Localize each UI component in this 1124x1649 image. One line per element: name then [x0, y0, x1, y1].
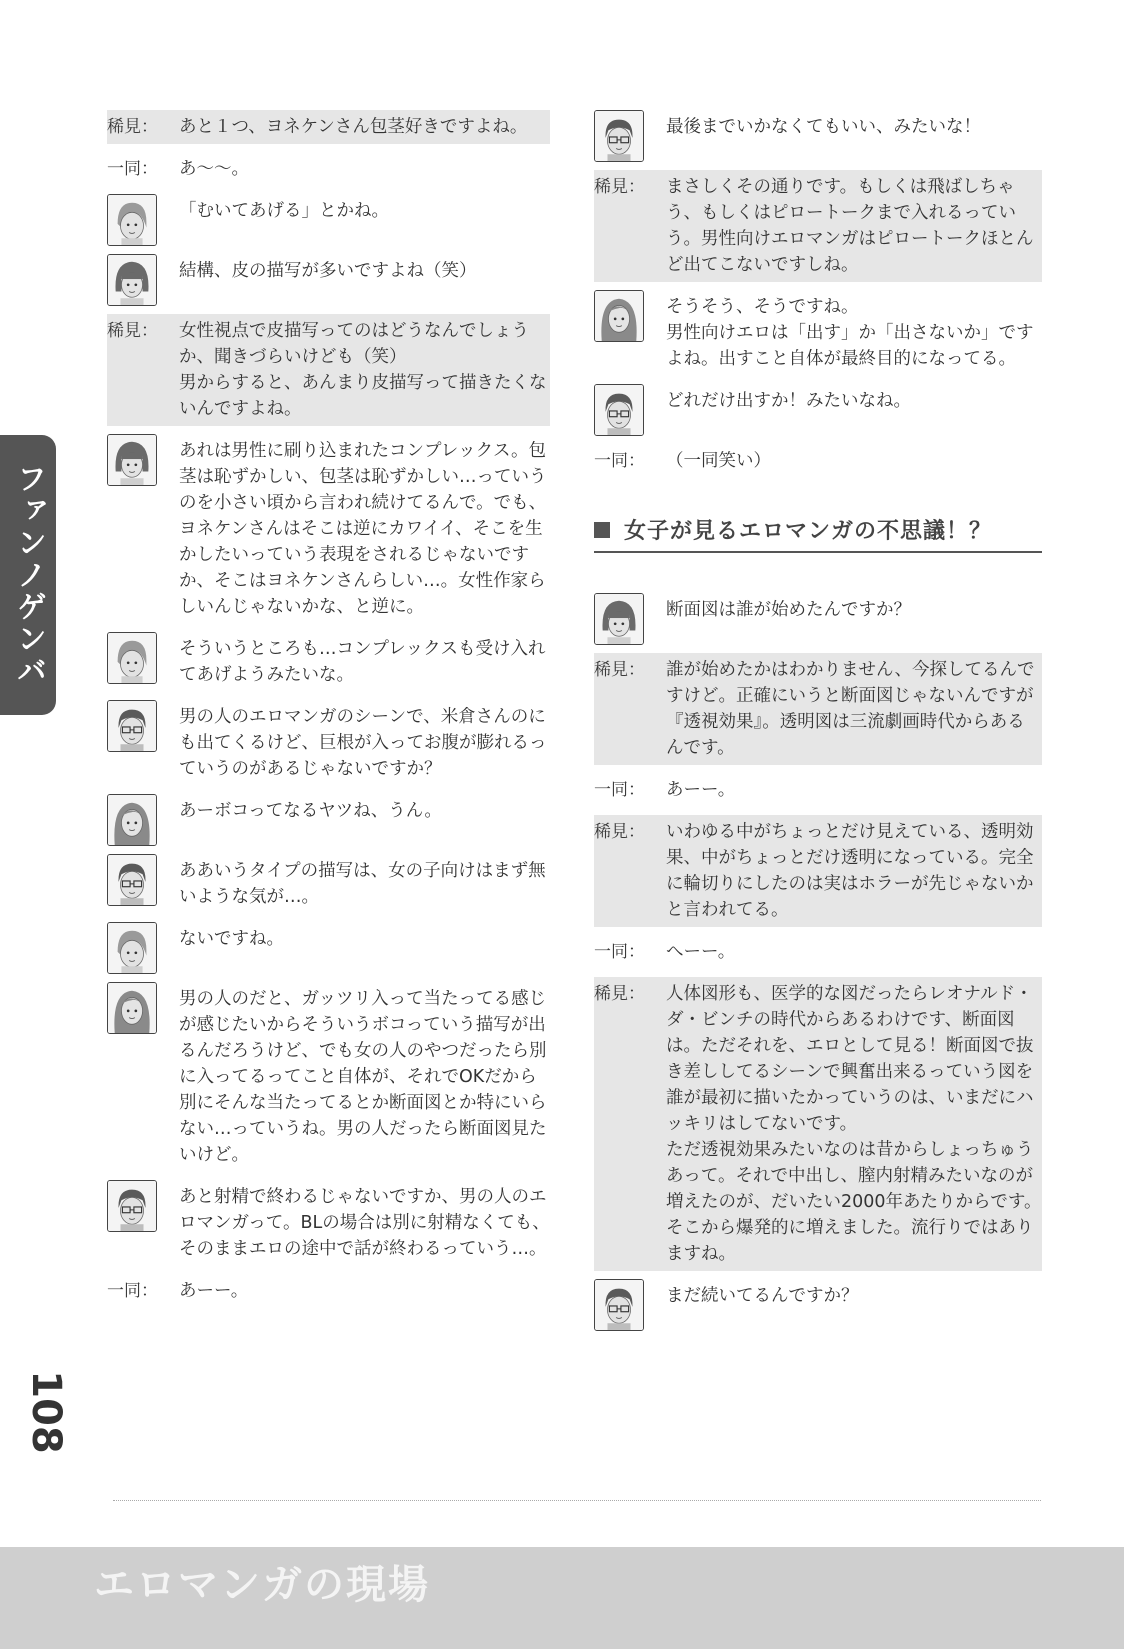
avatar-glasses-icon	[594, 1279, 644, 1331]
dialogue-text: あ〜〜。	[179, 159, 249, 179]
speaker-label: 稀見：	[107, 321, 158, 341]
avatar-bob-hair-icon	[107, 434, 157, 486]
dialogue-text: まだ続いてるんですか？	[666, 1286, 859, 1306]
avatar-glasses-icon	[594, 384, 644, 436]
dialogue-entry	[594, 110, 1042, 162]
avatar-short-hair-icon	[107, 922, 157, 974]
avatar-glasses-icon	[107, 700, 157, 752]
dialogue-entry	[107, 110, 550, 144]
dialogue-entry	[107, 922, 550, 974]
dialogue-text: あーボコってなるヤツね、うん。	[179, 801, 442, 821]
avatar-bob-hair-icon	[107, 254, 157, 306]
dialogue-text: あれは男性に刷り込まれたコンプレックス。包茎は恥ずかしい、包茎は恥ずかしい…っていうのを小さい頃から言われ続けてるんで。でも、ヨネケンさんはそこは逆にカワイイ、そこを生かしたいっていう表現をされるじゃないですか、そこはヨネケンさんらしい…。女性作家らしいんじゃないかな、と逆に。	[179, 441, 547, 617]
right-column-dialogue-bottom	[594, 593, 1042, 1331]
dialogue-text: 女性視点で皮描写ってのはどうなんでしょうか、聞きづらいけども（笑） 男からすると、あんまり皮描写って描きたくないんですよね。	[179, 321, 547, 419]
dialogue-entry	[594, 384, 1042, 436]
dialogue-text: まさしくその通りです。もしくは飛ばしちゃう、もしくはピロートークまで入れるっていう。男性向けエロマンガはピロートークほとんど出てこないですしね。	[666, 177, 1034, 275]
speaker-label: 稀見：	[594, 984, 645, 1004]
avatar-long-hair-icon	[107, 982, 157, 1034]
dialogue-entry	[107, 152, 550, 186]
speaker-label: 一同：	[594, 780, 645, 800]
dialogue-entry	[594, 977, 1042, 1271]
left-column	[107, 110, 550, 1316]
speaker-label: 稀見：	[107, 117, 158, 137]
dialogue-text: そういうところも…コンプレックスも受け入れてあげようみたいな。	[179, 639, 546, 685]
avatar-glasses-icon	[594, 110, 644, 162]
avatar-bob-hair-icon	[594, 593, 644, 645]
dialogue-text: あーー。	[179, 1281, 249, 1301]
dialogue-entry	[107, 1180, 550, 1266]
dialogue-entry	[594, 290, 1042, 376]
dialogue-text: あと１つ、ヨネケンさん包茎好きですよね。	[179, 117, 528, 137]
footer-divider	[113, 1500, 1041, 1501]
right-column-dialogue-top	[594, 110, 1042, 478]
dialogue-text: 「むいてあげる」とかね。	[179, 201, 389, 221]
dialogue-text: 男の人のだと、ガッツリ入って当たってる感じが感じたいからそういうボコっていう描写が出るんだろうけど、でも女の人のやつだったら別に入ってるってこと自体が、それでOKだから別にそんな当たってるとか断面図とか特にいらない…っていうね。男の人だったら断面図見たいけど。	[179, 989, 547, 1165]
dialogue-text: 断面図は誰が始めたんですか？	[666, 600, 911, 620]
avatar-glasses-icon	[107, 854, 157, 906]
dialogue-text: ないですね。	[179, 929, 284, 949]
heading-square-icon	[594, 522, 610, 538]
dialogue-text: ああいうタイプの描写は、女の子向けはまず無いような気が…。	[179, 861, 546, 907]
dialogue-text: 男の人のエロマンガのシーンで、米倉さんのにも出てくるけど、巨根が入ってお腹が膨れるっていうのがあるじゃないですか？	[179, 707, 547, 779]
dialogue-entry	[594, 935, 1042, 969]
dialogue-entry	[107, 1274, 550, 1308]
speaker-label: 一同：	[594, 942, 645, 962]
avatar-long-hair-icon	[594, 290, 644, 342]
dialogue-entry	[594, 593, 1042, 645]
dialogue-text: あーー。	[666, 780, 736, 800]
speaker-label: 稀見：	[594, 660, 645, 680]
dialogue-text: そうそう、そうですね。 男性向けエロは「出す」か「出さないか」ですよね。出すこと自体が最終目的になってる。	[666, 297, 1034, 369]
dialogue-entry	[594, 773, 1042, 807]
dialogue-text: いわゆる中がちょっとだけ見えている、透明効果、中がちょっとだけ透明になっている。完全に輪切りにしたのは実はホラーが先じゃないかと言われてる。	[666, 822, 1034, 920]
speaker-label: 稀見：	[594, 177, 645, 197]
dialogue-entry	[107, 314, 550, 426]
speaker-label: 一同：	[107, 159, 158, 179]
dialogue-entry	[594, 1279, 1042, 1331]
speaker-label: 一同：	[107, 1281, 158, 1301]
avatar-short-hair-icon	[107, 632, 157, 684]
dialogue-entry	[594, 815, 1042, 927]
chapter-side-tab	[0, 435, 56, 715]
dialogue-text: あと射精で終わるじゃないですか、男の人のエロマンガって。BLの場合は別に射精なくても、そのままエロの途中で話が終わるっていう…。	[179, 1187, 550, 1259]
dialogue-entry	[107, 854, 550, 914]
dialogue-entry	[107, 194, 550, 246]
dialogue-text: 最後までいかなくてもいい、みたいな！	[666, 117, 981, 137]
avatar-glasses-icon	[107, 1180, 157, 1232]
dialogue-entry	[107, 632, 550, 692]
dialogue-text: 人体図形も、医学的な図だったらレオナルド・ダ・ビンチの時代からあるわけです、断面図は。ただそれを、エロとして見る！断面図で抜き差ししてるシーンで興奮出来るっていう図を誰が最初に描いたかっていうのは、いまだにハッキリはしてないです。 ただ透視効果みたいなのは昔からしょっちゅうあって。それで中出し、膣内射精みたいなのが増えたのが、だいたい2000年あたりからです。そこから爆発的に増えました。流行りではありますね。	[666, 984, 1042, 1264]
dialogue-entry	[594, 653, 1042, 765]
dialogue-entry	[107, 254, 550, 306]
speaker-label: 一同：	[594, 451, 645, 471]
dialogue-entry	[107, 794, 550, 846]
dialogue-text: へーー。	[666, 942, 736, 962]
chapter-side-tab-label: ファンノゲンバ	[11, 463, 46, 687]
speaker-label: 稀見：	[594, 822, 645, 842]
footer-book-title: エロマンガの現場	[94, 1561, 430, 1608]
dialogue-text: どれだけ出すか！みたいなね。	[666, 391, 911, 411]
page-number	[22, 1362, 70, 1462]
avatar-short-hair-icon	[107, 194, 157, 246]
right-column	[594, 110, 1042, 1339]
dialogue-entry	[107, 434, 550, 624]
section-heading	[594, 514, 1042, 553]
dialogue-entry	[107, 700, 550, 786]
avatar-long-hair-icon	[107, 794, 157, 846]
dialogue-text: （一同笑い）	[666, 451, 771, 471]
dialogue-entry	[594, 444, 1042, 478]
dialogue-entry	[107, 982, 550, 1172]
dialogue-text: 誰が始めたかはわかりません、今探してるんですけど。正確にいうと断面図じゃないんですが『透視効果』。透明図は三流劇画時代からあるんです。	[666, 660, 1035, 758]
dialogue-text: 結構、皮の描写が多いですよね（笑）	[179, 261, 477, 281]
dialogue-entry	[594, 170, 1042, 282]
page-number-text: 108	[23, 1370, 69, 1454]
section-heading-text: 女子が見るエロマンガの不思議！？	[624, 519, 993, 544]
